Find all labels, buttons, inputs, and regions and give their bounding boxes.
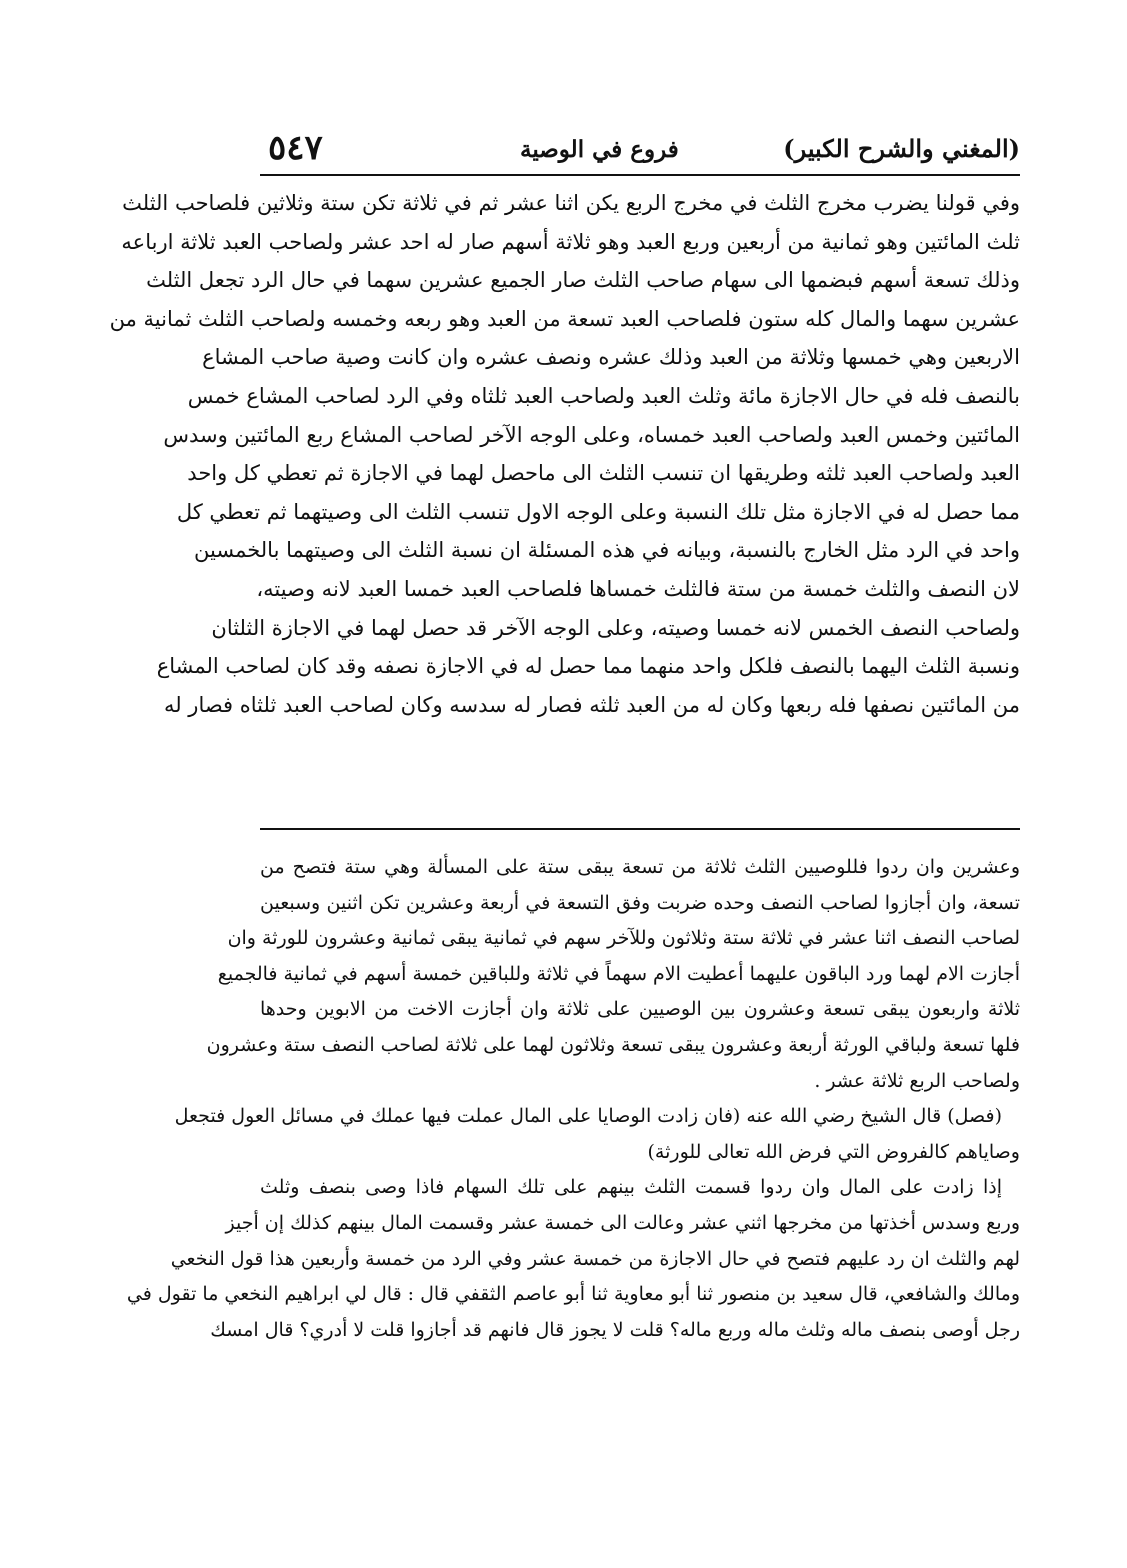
lower-text-line: وربع وسدس أخذتها من مخرجها اثني عشر وعالت الى خمسة عشر وقسمت المال بينهم كذلك إن أجيز [225, 1211, 1020, 1234]
main-text-line: من المائتين نصفها فله ربعها وكان له من العبد ثلثه فصار له سدسه وكان لصاحب العبد ثلثاه فصار له [163, 692, 1020, 717]
main-text-line: عشرين سهما والمال كله ستون فلصاحب العبد تسعة من العبد وهو ربعه وخمسه ولصاحب الثلث ثمانية من [109, 306, 1020, 331]
lower-text-line: ثلاثة واربعون يبقى تسعة وعشرون بين الوصيين على ثلاثة وان أجازت الاخت من الابوين وحدها [260, 998, 1020, 1021]
lower-text-line: لهم والثلث ان رد عليهم فتصح في حال الاجازة من خمسة عشر وفي الرد من خمسة وأربعين هذا قول النخعي [170, 1247, 1020, 1270]
lower-text-line: رجل أوصى بنصف ماله وثلث ماله وربع ماله؟ قلت لا يجوز قال فانهم قد أجازوا قلت لا أدري؟ قال امسك [210, 1318, 1020, 1341]
main-text-line: واحد في الرد مثل الخارج بالنسبة، وبيانه في هذه المسئلة ان نسبة الثلث الى وصيتهما بالخمسين [194, 538, 1020, 563]
main-text [109, 184, 1020, 724]
book-title: (المغني والشرح الكبير) [783, 134, 1020, 163]
main-text-line: مما حصل له في الاجازة مثل تلك النسبة وعلى الوجه الاول تنسب الثلث الى وصيتهما ثم تعطي كل [176, 499, 1020, 524]
main-text-line: ولصاحب النصف الخمس لانه خمسا وصيته، وعلى الوجه الآخر قد حصل لهما في الاجازة الثلثان [211, 615, 1020, 640]
main-text-line: وفي قولنا يضرب مخرج الثلث في مخرج الربع يكن اثنا عشر ثم في ثلاثة تكن ستة وثلاثين فلصاحب الثلث [122, 191, 1020, 215]
page-number: ٥٤٧ [268, 128, 323, 168]
book-page [109, 120, 1021, 1520]
chapter-heading-line: وصاياهم كالفروض التي فرض الله تعالى للورثة) [647, 1140, 1020, 1163]
lower-text-line: وعشرين وان ردوا فللوصيين الثلث ثلاثة من تسعة يبقى ستة على المسألة وهي ستة فتصح من [260, 856, 1021, 878]
header-rule [260, 174, 1020, 176]
chapter-heading-line: (فصل) قال الشيخ رضي الله عنه (فان زادت الوصايا على المال عملت فيها عملك في مسائل العول فتجعل [174, 1105, 1002, 1128]
lower-text-line: ولصاحب الربع ثلاثة عشر . [814, 1069, 1020, 1092]
main-text-line: لان النصف والثلث خمسة من ستة فالثلث خمساها فلصاحب العبد خمسا العبد لانه وصيته، [256, 576, 1020, 601]
lower-text-line: لصاحب النصف اثنا عشر في ثلاثة ستة وثلاثون وللآخر سهم في ثمانية يبقى ثمانية وعشرون للورثة وان [227, 927, 1020, 950]
main-text-line: العبد ولصاحب العبد ثلثه وطريقها ان تنسب الثلث الى ماحصل لهما في الاجازة ثم تعطي كل واحد [187, 461, 1020, 486]
lower-text-line: أجازت الام لهما ورد الباقون عليهما أعطيت الام سهماً في ثلاثة وللباقين خمسة أسهم في ثمانية فالجميع [217, 962, 1020, 985]
section-title: فروع في الوصية [520, 136, 679, 163]
main-text-line: المائتين وخمس العبد ولصاحب العبد خمساه، وعلى الوجه الآخر لصاحب المشاع ربع المائتين وسدس [163, 422, 1020, 447]
main-text-line: ثلث المائتين وهو ثمانية من أربعين وربع العبد وهو ثلاثة أسهم صار له احد عشر ولصاحب العبد ثلاثة ارباعه [121, 229, 1020, 254]
main-text-line: وذلك تسعة أسهم فبضمها الى سهام صاحب الثلث صار الجميع عشرين سهما في حال الرد تجعل الثلث [146, 268, 1020, 293]
main-text-line: بالنصف فله في حال الاجازة مائة وثلث العبد ولصاحب العبد ثلثاه وفي الرد لصاحب المشاع خمس [187, 383, 1020, 408]
lower-text [126, 850, 1021, 1348]
lower-text-line: تسعة، وان أجازوا لصاحب النصف وحده ضربت وفق التسعة في أربعة وعشرين تكن اثنين وسبعين [260, 891, 1020, 914]
main-text-line: ونسبة الثلث اليهما بالنصف فلكل واحد منهما مما حصل له في الاجازة نصفه وقد كان لصاحب المشاع [156, 654, 1020, 679]
lower-text-line: ومالك والشافعي، قال سعيد بن منصور ثنا أبو معاوية ثنا أبو عاصم الثقفي قال : قال لي ابراهيم النخعي ما تقول في [126, 1283, 1020, 1306]
section-divider [260, 828, 1020, 830]
lower-text-line: فلها تسعة ولباقي الورثة أربعة وعشرون يبقى تسعة وثلاثون لهما على ثلاثة لصاحب النصف ستة وعشرون [206, 1033, 1020, 1056]
main-text-line: الاربعين وهي خمسها وثلاثة من العبد وذلك عشره ونصف عشره وان كانت وصية صاحب المشاع [202, 345, 1020, 370]
lower-text-line: إذا زادت على المال وان ردوا قسمت الثلث بينهم على تلك السهام فاذا وصى بنصف وثلث [260, 1176, 1002, 1199]
